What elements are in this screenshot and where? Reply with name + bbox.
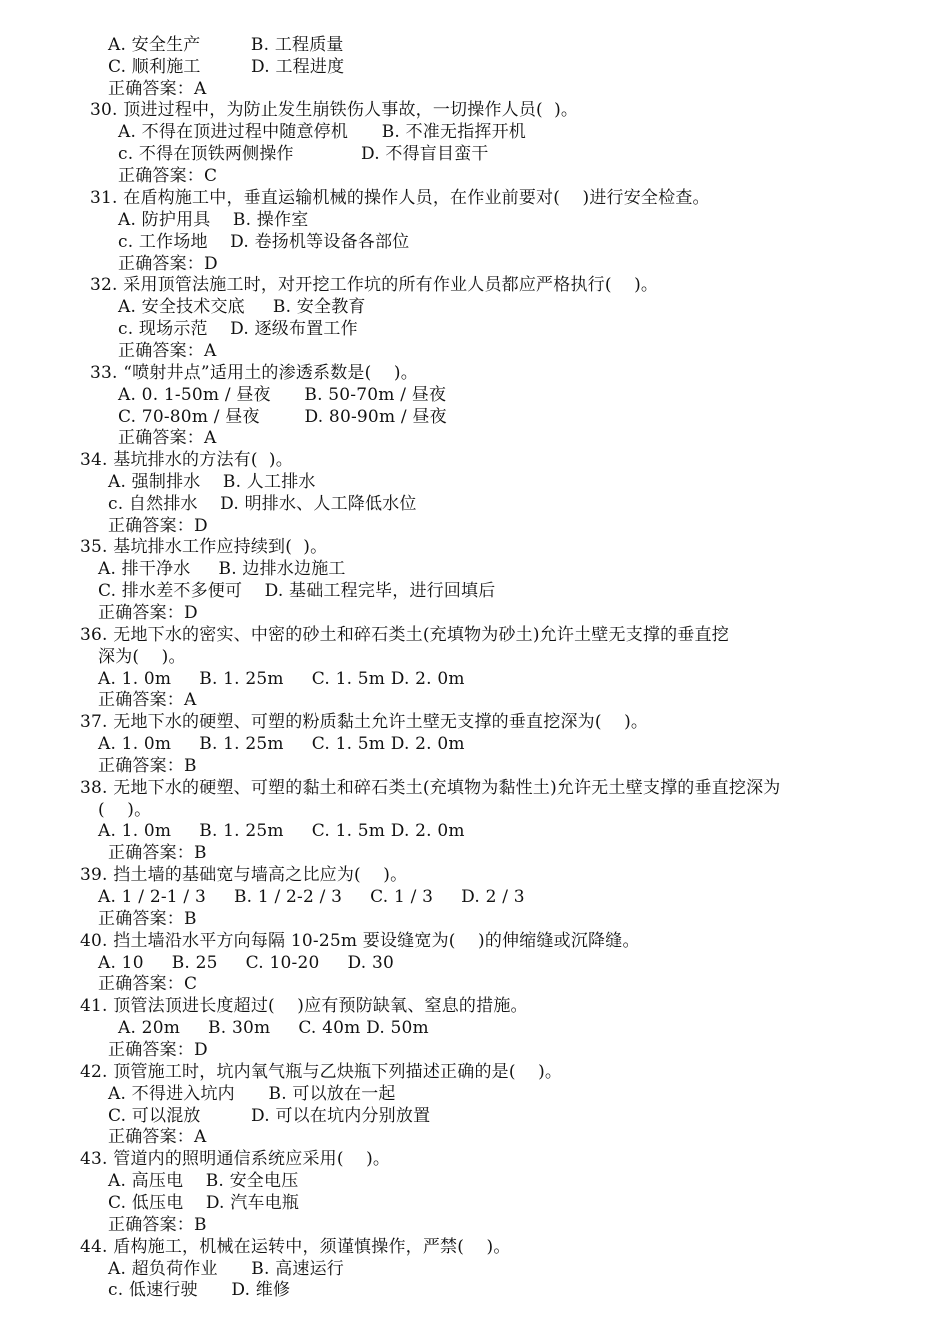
q39-options: A. 1 / 2-1 / 3 B. 1 / 2-2 / 3 C. 1 / 3 D. 2 / 3 <box>98 887 525 907</box>
q30-answer: 正确答案：C <box>118 166 218 186</box>
q35-stem: 35. 基坑排水工作应持续到( )。 <box>80 537 328 557</box>
q44-options-cd: c. 低速行驶 D. 维修 <box>108 1280 291 1300</box>
q31-options-cd: c. 工作场地 D. 卷扬机等设备各部位 <box>118 232 410 252</box>
q43-options-ab: A. 高压电 B. 安全电压 <box>108 1171 299 1191</box>
q36-answer: 正确答案：A <box>98 690 197 710</box>
q39-answer: 正确答案：B <box>98 909 197 929</box>
q32-answer: 正确答案：A <box>118 341 217 361</box>
q41-stem: 41. 顶管法顶进长度超过( )应有预防缺氧、窒息的措施。 <box>80 996 528 1016</box>
q38-stem-line2: ( )。 <box>98 800 152 820</box>
q40-answer: 正确答案：C <box>98 974 198 994</box>
q33-answer: 正确答案：A <box>118 428 217 448</box>
q33-options-ab: A. 0. 1-50m / 昼夜 B. 50-70m / 昼夜 <box>118 385 447 405</box>
q32-options-ab: A. 安全技术交底 B. 安全教育 <box>118 297 366 317</box>
q43-options-cd: C. 低压电 D. 汽车电瓶 <box>108 1193 300 1213</box>
q42-answer: 正确答案：A <box>108 1127 207 1147</box>
q41-options: A. 20m B. 30m C. 40m D. 50m <box>118 1018 429 1038</box>
q43-stem: 43. 管道内的照明通信系统应采用( )。 <box>80 1149 391 1169</box>
q40-options: A. 10 B. 25 C. 10-20 D. 30 <box>98 953 394 973</box>
q38-stem-line1: 38. 无地下水的硬塑、可塑的黏土和碎石类土(充填物为黏性土)允许无土壁支撑的垂直挖深为 <box>80 778 781 798</box>
q35-options-ab: A. 排干净水 B. 边排水边施工 <box>98 559 346 579</box>
q42-options-ab: A. 不得进入坑内 B. 可以放在一起 <box>108 1084 396 1104</box>
q37-stem: 37. 无地下水的硬塑、可塑的粉质黏土允许土壁无支撑的垂直挖深为( )。 <box>80 712 649 732</box>
q44-options-ab: A. 超负荷作业 B. 高速运行 <box>108 1259 345 1279</box>
q31-answer: 正确答案：D <box>118 254 218 274</box>
q34-options-cd: c. 自然排水 D. 明排水、人工降低水位 <box>108 494 417 514</box>
q36-options: A. 1. 0m B. 1. 25m C. 1. 5m D. 2. 0m <box>98 669 465 689</box>
q29-answer: 正确答案：A <box>108 79 207 99</box>
q42-stem: 42. 顶管施工时，坑内氧气瓶与乙炔瓶下列描述正确的是( )。 <box>80 1062 563 1082</box>
q30-options-ab: A. 不得在顶进过程中随意停机 B. 不准无指挥开机 <box>118 122 527 142</box>
q29-options-cd: C. 顺利施工 D. 工程进度 <box>108 57 345 77</box>
q42-options-cd: C. 可以混放 D. 可以在坑内分别放置 <box>108 1106 431 1126</box>
q34-stem: 34. 基坑排水的方法有( )。 <box>80 450 293 470</box>
q35-answer: 正确答案：D <box>98 603 198 623</box>
q31-options-ab: A. 防护用具 B. 操作室 <box>118 210 309 230</box>
q32-options-cd: c. 现场示范 D. 逐级布置工作 <box>118 319 358 339</box>
q44-stem: 44. 盾构施工，机械在运转中，须谨慎操作，严禁( )。 <box>80 1237 511 1257</box>
q34-options-ab: A. 强制排水 B. 人工排水 <box>108 472 316 492</box>
q33-stem: 33. “喷射井点”适用土的渗透系数是( )。 <box>90 363 418 383</box>
q37-options: A. 1. 0m B. 1. 25m C. 1. 5m D. 2. 0m <box>98 734 465 754</box>
q32-stem: 32. 采用顶管法施工时，对开挖工作坑的所有作业人员都应严格执行( )。 <box>90 275 659 295</box>
q36-stem-line2: 深为( )。 <box>98 647 186 667</box>
q34-answer: 正确答案：D <box>108 516 208 536</box>
q30-options-cd: c. 不得在顶铁两侧操作 D. 不得盲目蛮干 <box>118 144 489 164</box>
q31-stem: 31. 在盾构施工中，垂直运输机械的操作人员，在作业前要对( )进行安全检查。 <box>90 188 710 208</box>
q41-answer: 正确答案：D <box>108 1040 208 1060</box>
q37-answer: 正确答案：B <box>98 756 197 776</box>
q36-stem-line1: 36. 无地下水的密实、中密的砂土和碎石类土(充填物为砂土)允许土壁无支撑的垂直挖 <box>80 625 729 645</box>
q43-answer: 正确答案：B <box>108 1215 207 1235</box>
q33-options-cd: C. 70-80m / 昼夜 D. 80-90m / 昼夜 <box>118 407 447 427</box>
q40-stem: 40. 挡土墙沿水平方向每隔 10-25m 要设缝宽为( )的伸缩缝或沉降缝。 <box>80 931 640 951</box>
q39-stem: 39. 挡土墙的基础宽与墙高之比应为( )。 <box>80 865 408 885</box>
q30-stem: 30. 顶进过程中，为防止发生崩铁伤人事故，一切操作人员( )。 <box>90 100 579 120</box>
q35-options-cd: C. 排水差不多便可 D. 基础工程完毕，进行回填后 <box>98 581 496 601</box>
q29-options-ab: A. 安全生产 B. 工程质量 <box>108 35 344 55</box>
q38-answer: 正确答案：B <box>108 843 207 863</box>
q38-options: A. 1. 0m B. 1. 25m C. 1. 5m D. 2. 0m <box>98 821 465 841</box>
